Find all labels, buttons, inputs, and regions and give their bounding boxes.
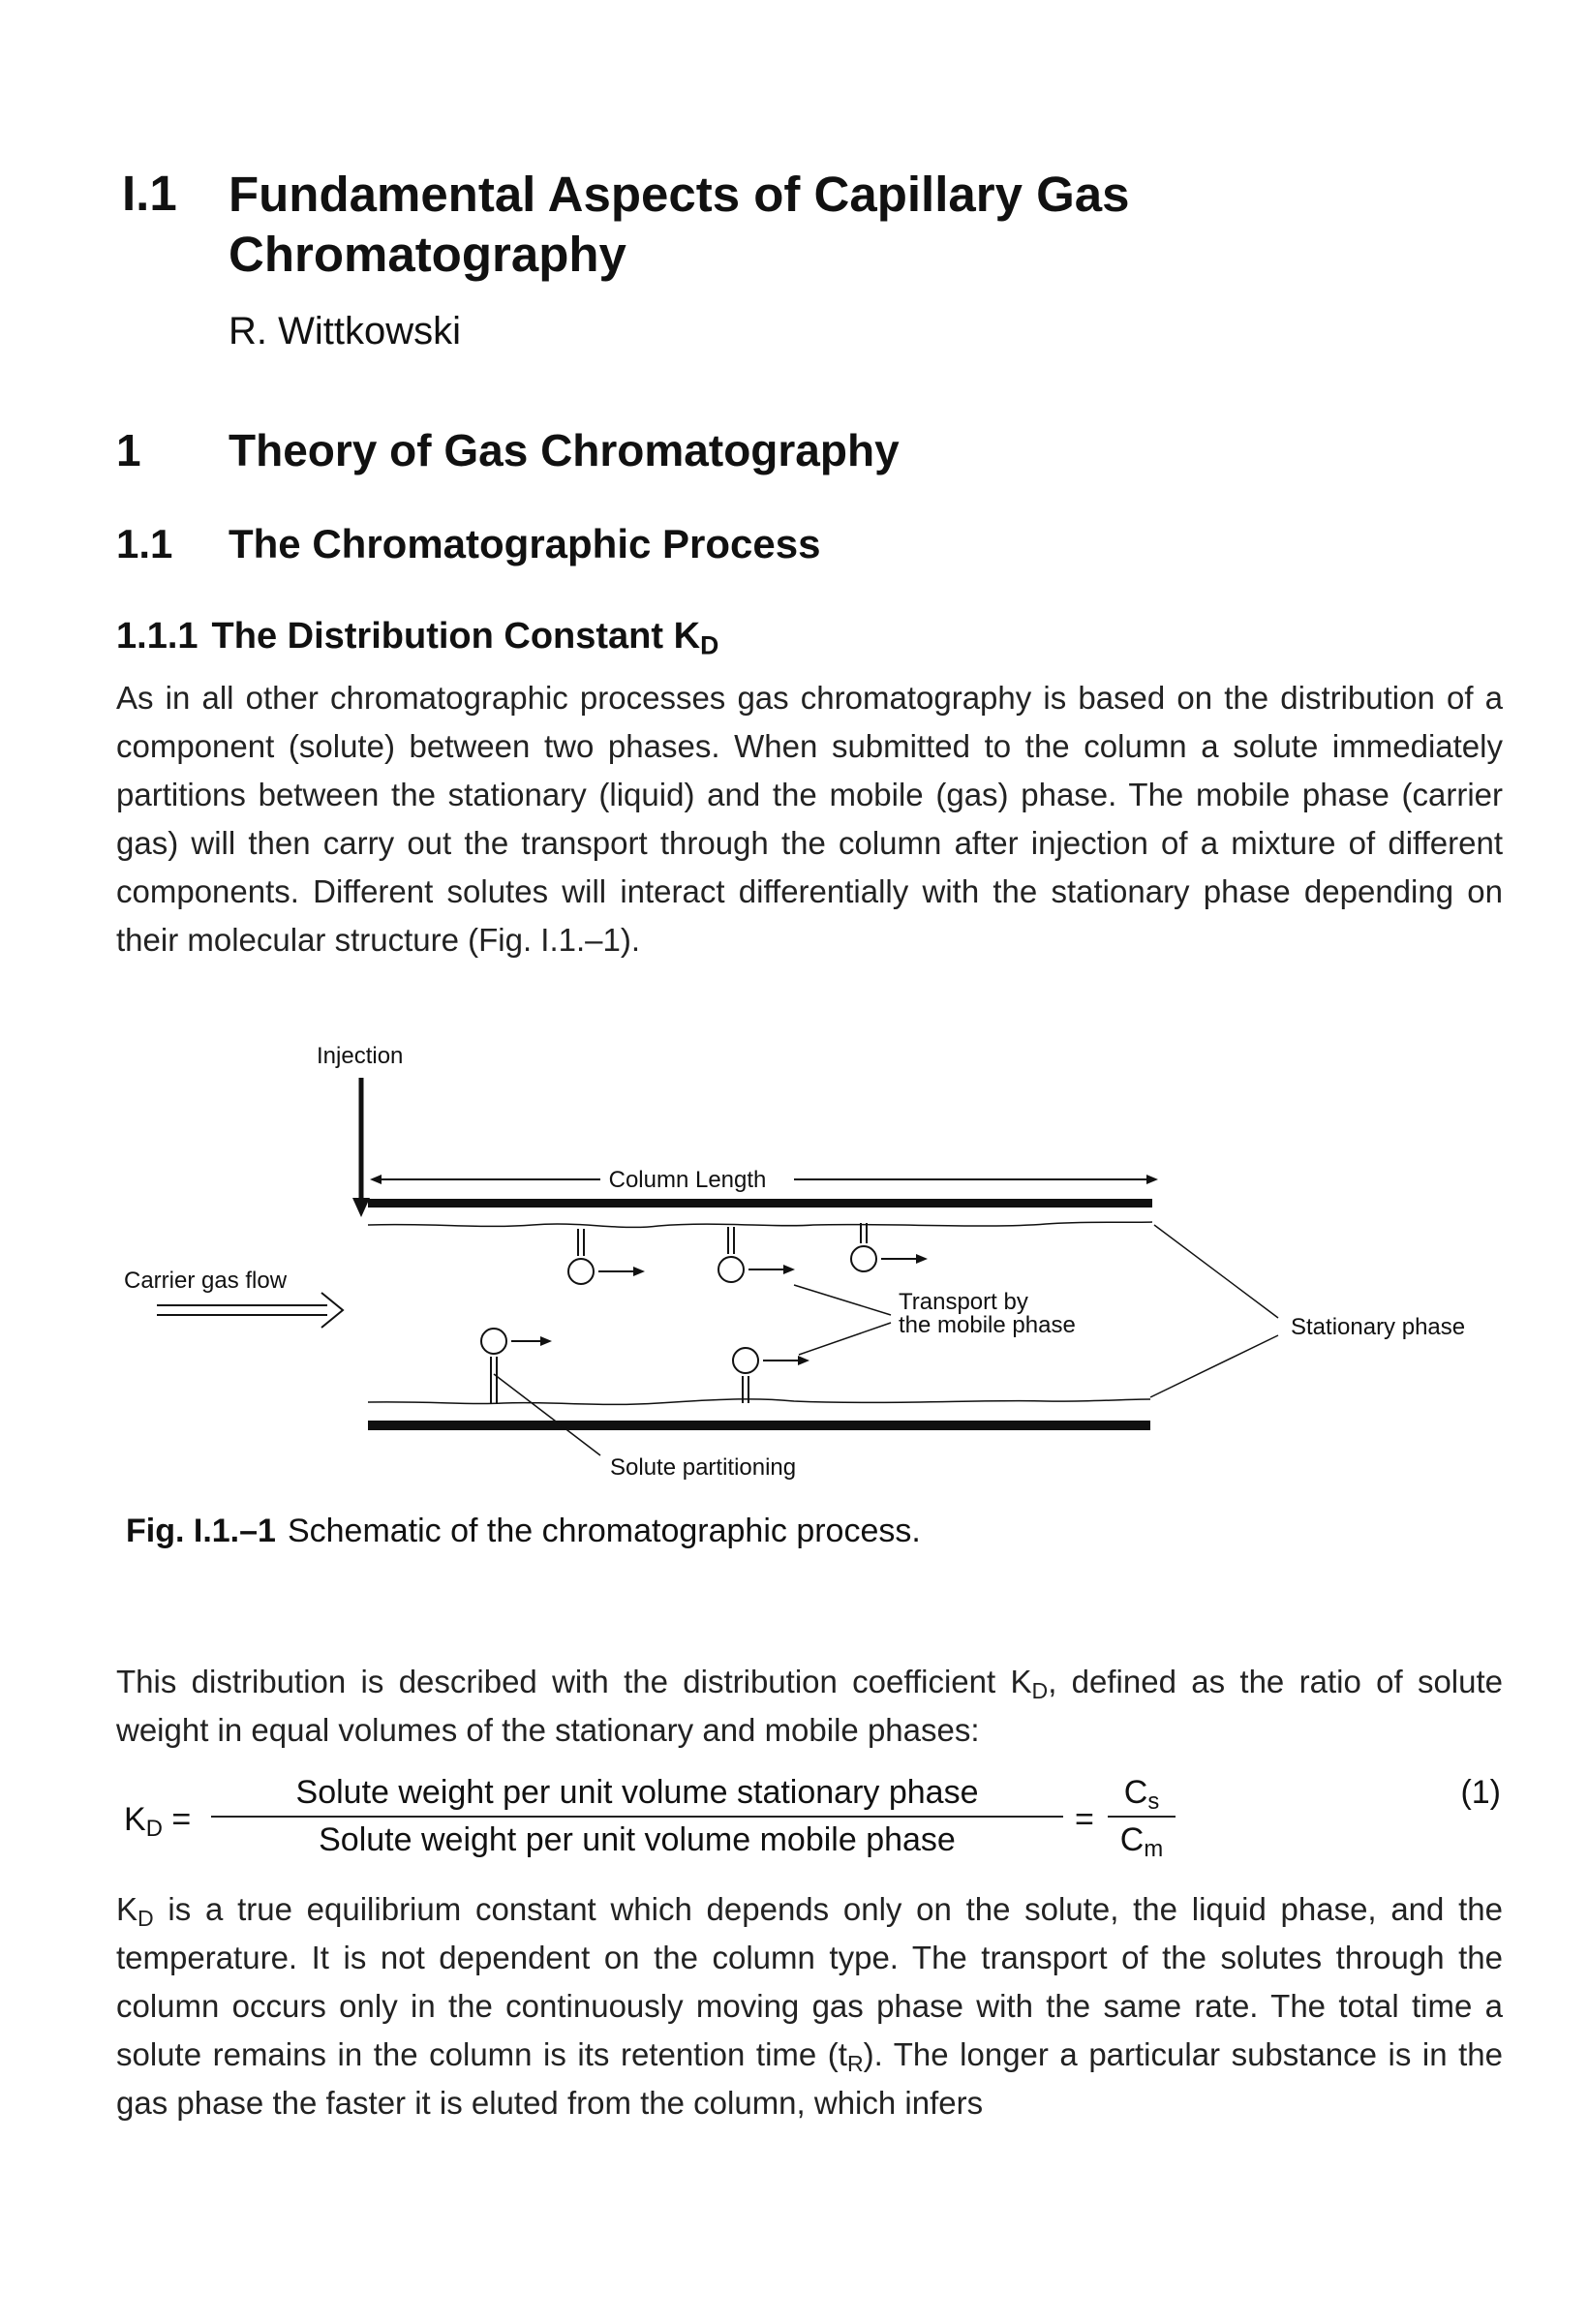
paragraph-intro: As in all other chromatographic processes gas chromatography is based on the distribution of a component (solute) between two phases. When submitted to the column a solute immediately partitions between the stationary (liquid) and the mobile (gas) phase. The mobile phase (carrier gas) will then carry out the transport through the column after injection of a mixture of different components. Different solutes will interact differentially with the stationary phase depending on their molecular structure (Fig. I.1.–1).	[116, 680, 1503, 958]
subsubsection-title-subscript: D	[700, 630, 719, 660]
author: R. Wittkowski	[229, 310, 461, 352]
equation-cm-subscript: m	[1144, 1835, 1164, 1862]
solute-molecule	[733, 1348, 809, 1403]
equation-cs-symbol: C	[1123, 1774, 1148, 1811]
chapter-title: Fundamental Aspects of Capillary Gas Chromatography	[229, 167, 1130, 282]
equation-lhs-symbol: K	[124, 1801, 146, 1838]
column-length-label: Column Length	[608, 1167, 767, 1193]
schematic-svg	[116, 1031, 1530, 1496]
paragraph-distribution: This distribution is described with the distribution coefficient $K_D$, defined as the ratio of solute weight in equal volumes of the stationary and mobile phases:	[116, 1664, 1503, 1748]
solute-partitioning-label: Solute partitioning	[610, 1454, 797, 1481]
subsubsection-heading	[116, 616, 719, 660]
paragraph-kd-explanation: $K_D$ is a true equilibrium constant which depends only on the solute, the liquid phase, and the temperature. It is not dependent on the column type. The transport of the solutes through the column occurs only in the continuously moving gas phase with the same rate. The total time a solute remains in the column is its retention time $(t_R)$. The longer a particular substance is in the gas phase the faster it is eluted from the column, which infers	[116, 1891, 1504, 2121]
chromatography-schematic	[116, 1031, 1530, 1496]
equation-equals: =	[1075, 1801, 1094, 1838]
stationary-phase-bottom	[368, 1399, 1150, 1405]
subsubsection-number: 1.1.1	[116, 616, 198, 657]
carrier-arrow-head	[321, 1293, 343, 1328]
column-wall-top	[368, 1199, 1152, 1208]
solute-molecule	[718, 1227, 795, 1282]
stationary-pointer-upper	[1154, 1225, 1278, 1318]
figure-caption-text: Schematic of the chromatographic process.	[287, 1513, 921, 1549]
equation-cm-symbol: C	[1119, 1821, 1145, 1858]
carrier-gas-flow-label: Carrier gas flow	[124, 1268, 288, 1294]
equation-lhs-subscript: D	[145, 1815, 163, 1842]
transport-label-line2: the mobile phase	[899, 1312, 1076, 1338]
stationary-phase-top	[368, 1222, 1152, 1227]
section-title: Theory of Gas Chromatography	[229, 425, 900, 475]
equation-lhs: $K_D$ =	[124, 1801, 192, 1842]
equation-concentration-ratio	[1108, 1774, 1176, 1862]
equation-fraction	[211, 1774, 1063, 1859]
equation-cm	[1108, 1818, 1176, 1862]
equation-distribution-constant	[116, 1774, 1501, 1871]
column-wall-bottom	[368, 1421, 1150, 1430]
stationary-phase-label: Stationary phase	[1291, 1314, 1466, 1340]
equation-numerator: Solute weight per unit volume stationary phase	[211, 1774, 1063, 1818]
transport-label-line1: Transport by	[899, 1289, 1028, 1315]
transport-pointer-lower	[799, 1323, 891, 1355]
equation-number: (1)	[1460, 1774, 1501, 1811]
equation-denominator: Solute weight per unit volume mobile phase	[319, 1821, 956, 1858]
chapter-number: I.1	[122, 166, 177, 221]
figure-caption	[126, 1513, 921, 1550]
subsection-number: 1.1	[116, 521, 173, 566]
injection-label: Injection	[317, 1043, 404, 1069]
equation-cs	[1108, 1774, 1176, 1818]
stationary-pointer-lower	[1150, 1335, 1278, 1397]
column-length-arrowhead-left	[370, 1175, 382, 1184]
subsection-title: The Chromatographic Process	[229, 521, 821, 566]
solute-molecule	[568, 1229, 645, 1284]
solute-molecule	[851, 1223, 928, 1271]
transport-pointer-upper	[794, 1285, 891, 1315]
equation-cs-subscript: s	[1147, 1788, 1160, 1815]
section-number: 1	[116, 425, 141, 475]
partitioning-pointer	[494, 1374, 600, 1455]
injection-arrow-head	[352, 1198, 370, 1217]
figure-caption-label: Fig. I.1.–1	[126, 1513, 276, 1549]
column-length-arrowhead-right	[1146, 1175, 1158, 1184]
subsubsection-title: The Distribution Constant K	[211, 616, 701, 657]
